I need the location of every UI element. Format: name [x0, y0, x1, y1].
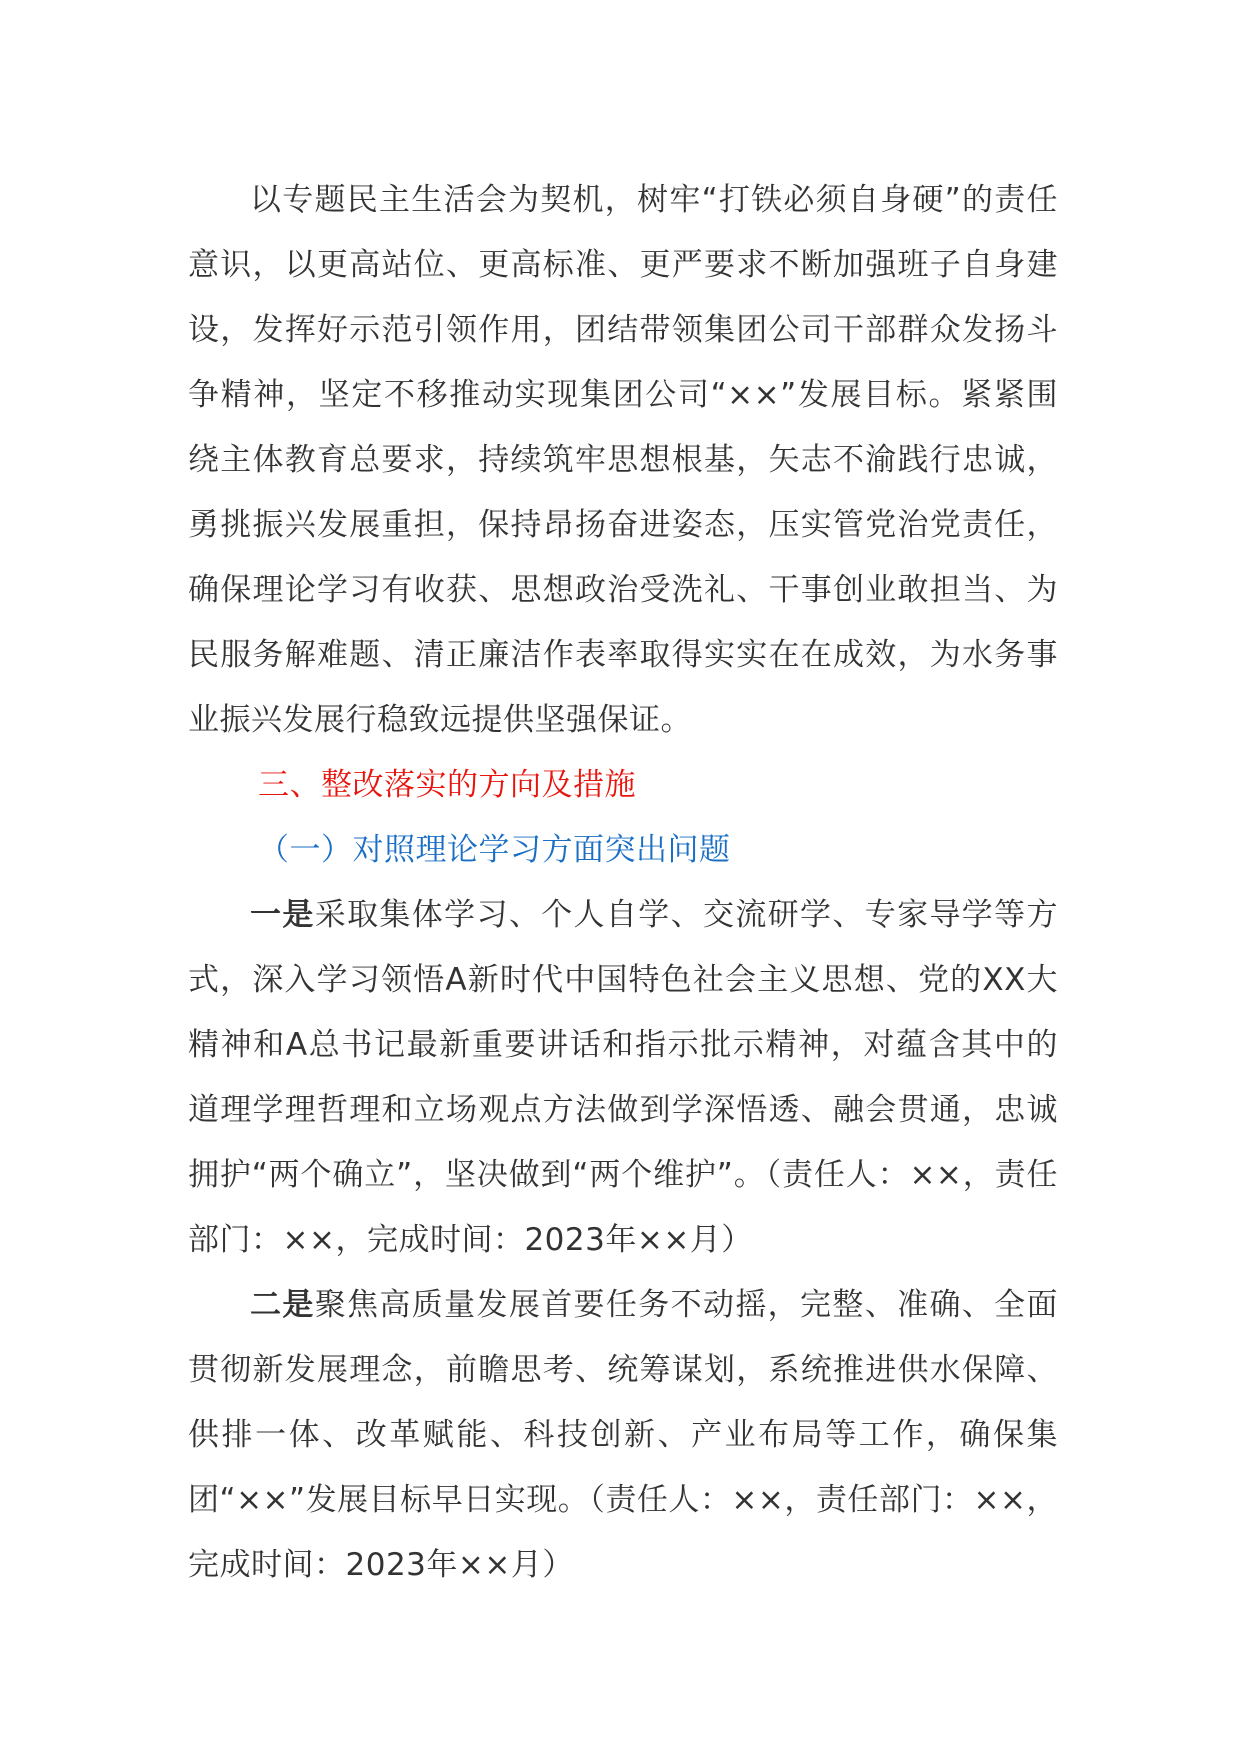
measure-item-1	[188, 883, 1058, 1273]
document-page	[188, 168, 1058, 1598]
measure-item-2	[188, 1273, 1058, 1598]
subsection-heading: （一）对照理论学习方面突出问题	[258, 832, 731, 868]
measure-item-2-lead: 二是	[250, 1287, 315, 1323]
intro-paragraph: 以专题民主生活会为契机，树牢“打铁必须自身硬”的责任意识，以更高站位、更高标准、更严要求不断加强班子自身建设，发挥好示范引领作用，团结带领集团公司干部群众发扬斗争精神，坚定不移推动实现集团公司“××”发展目标。紧紧围绕主体教育总要求，持续筑牢思想根基，矢志不渝践行忠诚，勇挑振兴发展重担，保持昂扬奋进姿态，压实管党治党责任，确保理论学习有收获、思想政治受洗礼、干事创业敢担当、为民服务解难题、清正廉洁作表率取得实实在在成效，为水务事业振兴发展行稳致远提供坚强保证。	[188, 182, 1058, 738]
measure-item-2-text: 聚焦高质量发展首要任务不动摇，完整、准确、全面贯彻新发展理念，前瞻思考、统筹谋划，系统推进供水保障、供排一体、改革赋能、科技创新、产业布局等工作，确保集团“××”发展目标早日实现。（责任人：××，责任部门：××，完成时间：2023年××月）	[188, 1287, 1059, 1583]
measure-item-1-text: 采取集体学习、个人自学、交流研学、专家导学等方式，深入学习领悟A新时代中国特色社会主义思想、党的XX大精神和A总书记最新重要讲话和指示批示精神，对蕴含其中的道理学理哲理和立场观点方法做到学深悟透、融会贯通，忠诚拥护“两个确立”，坚决做到“两个维护”。（责任人：××，责任部门：××，完成时间：2023年××月）	[188, 897, 1059, 1258]
section-heading: 三、整改落实的方向及措施	[258, 767, 636, 803]
measure-item-1-lead: 一是	[250, 897, 315, 933]
